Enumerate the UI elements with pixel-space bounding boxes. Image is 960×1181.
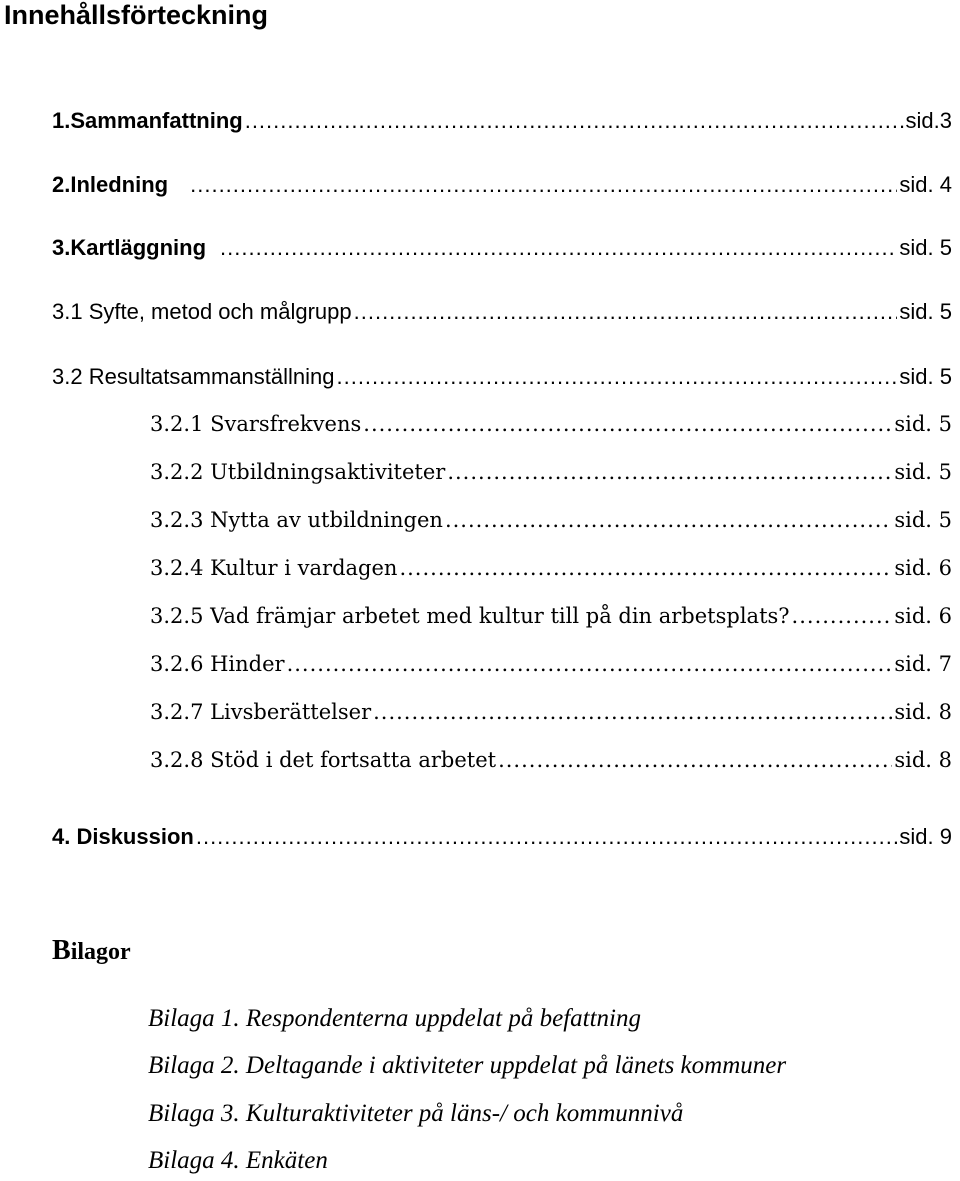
toc-leader-dots <box>363 412 892 436</box>
toc-entry[interactable] <box>150 604 952 628</box>
toc-entry-page: sid.3 <box>905 108 952 133</box>
toc-leader-dots <box>196 824 898 850</box>
toc-entry-page: sid. 8 <box>894 748 952 772</box>
toc-leader-dots <box>287 652 893 676</box>
toc-leader-dots <box>336 364 897 390</box>
appendix-item[interactable]: Bilaga 4. Enkäten <box>148 1147 328 1174</box>
toc-entry-label: 2.Inledning <box>52 172 169 197</box>
toc-entry-page: sid. 4 <box>899 172 952 197</box>
toc-entry-label: 3.2.1 Svarsfrekvens <box>150 412 362 436</box>
toc-entry-page: sid. 7 <box>894 652 952 676</box>
toc-entry-label: 1.Sammanfattning <box>52 108 243 133</box>
toc-entry-label: 3.2.4 Kultur i vardagen <box>150 556 398 580</box>
toc-entry-label: 3.2.5 Vad främjar arbetet med kultur till på din arbetsplats? <box>150 604 790 628</box>
toc-entry[interactable] <box>150 748 952 772</box>
toc-entry[interactable] <box>150 556 952 580</box>
toc-entry-page: sid. 5 <box>894 460 952 484</box>
toc-entry[interactable] <box>150 508 952 532</box>
toc-entry[interactable] <box>150 652 952 676</box>
toc-entry[interactable] <box>150 412 952 436</box>
toc-entry-page: sid. 5 <box>899 364 952 389</box>
toc-entry[interactable] <box>52 364 952 390</box>
appendix-item[interactable]: Bilaga 1. Respondenterna uppdelat på befattning <box>148 1005 641 1032</box>
toc-leader-dots <box>399 556 892 580</box>
appendix-heading <box>52 935 131 967</box>
toc-leader-dots <box>190 172 897 198</box>
toc-entry[interactable] <box>52 299 952 325</box>
toc-entry-label: 3.2.7 Livsberättelser <box>150 700 372 724</box>
toc-leader-dots <box>373 700 892 724</box>
toc-entry-page: sid. 5 <box>899 235 952 260</box>
toc-entry-label: 3.2.2 Utbildningsaktiviteter <box>150 460 446 484</box>
toc-entry-label: 3.2.8 Stöd i det fortsatta arbetet <box>150 748 497 772</box>
toc-entry-page: sid. 9 <box>899 824 952 849</box>
appendix-item[interactable]: Bilaga 2. Deltagande i aktiviteter uppdelat på länets kommuner <box>148 1052 787 1079</box>
toc-entry[interactable] <box>150 460 952 484</box>
toc-entry[interactable] <box>52 108 952 134</box>
toc-leader-dots <box>792 604 893 628</box>
toc-leader-dots <box>498 748 892 772</box>
toc-leader-dots <box>245 108 904 134</box>
toc-entry-page: sid. 5 <box>894 508 952 532</box>
toc-entry[interactable] <box>52 235 952 261</box>
toc-entry-page: sid. 8 <box>894 700 952 724</box>
toc-leader-dots <box>445 508 892 532</box>
toc-entry[interactable] <box>52 172 952 198</box>
appendix-heading-rest: ilagor <box>70 939 131 965</box>
toc-entry-page: sid. 6 <box>894 556 952 580</box>
toc-entry-label: 3.2 Resultatsammanställning <box>52 364 335 389</box>
toc-title: Innehållsförteckning <box>4 0 269 30</box>
toc-entry[interactable] <box>150 700 952 724</box>
toc-entry-label: 4. Diskussion <box>52 824 194 849</box>
toc-entry-label: 3.2.6 Hinder <box>150 652 285 676</box>
toc-leader-dots <box>220 235 897 261</box>
toc-entry-page: sid. 5 <box>894 412 952 436</box>
toc-entry-label: 3.1 Syfte, metod och målgrupp <box>52 299 352 324</box>
toc-leader-dots <box>447 460 892 484</box>
toc-leader-dots <box>354 299 898 325</box>
appendix-item[interactable]: Bilaga 3. Kulturaktiviteter på läns-/ och kommunnivå <box>148 1100 684 1127</box>
toc-entry-label: 3.2.3 Nytta av utbildningen <box>150 508 443 532</box>
toc-entry-page: sid. 6 <box>894 604 952 628</box>
toc-entry-page: sid. 5 <box>899 299 952 324</box>
appendix-heading-initial: B <box>52 935 71 966</box>
toc-entry[interactable] <box>52 824 952 850</box>
toc-entry-label: 3.Kartläggning <box>52 235 207 260</box>
